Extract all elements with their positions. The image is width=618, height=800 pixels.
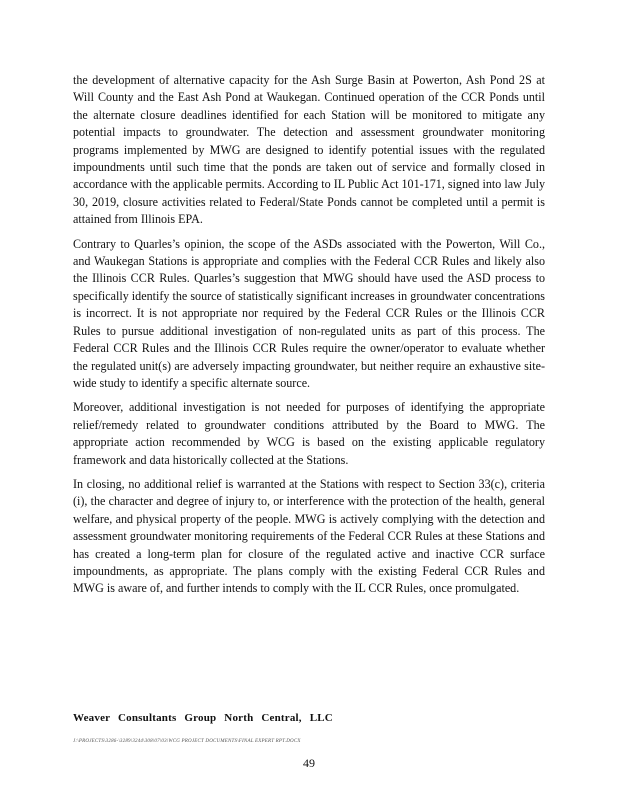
- page-number: 49: [303, 756, 315, 770]
- footer-company-name: Weaver Consultants Group North Central, LLC: [73, 712, 333, 724]
- footer-file-path: J:\PROJECTS\3286-\3289\3244\308\07\03\WCG PROJECT DOCUMENTS\FINAL EXPERT RPT.DOCX: [73, 739, 301, 744]
- paragraph-closing: In closing, no additional relief is warranted at the Stations with respect to Section 33(c), criteria (i), the character and degree of injury to, or interference with the protection of the health, general welfare, and physical property of the people. MWG is actively complying with the detection and assessment groundwater monitoring requirements of the Federal CCR Rules at these Stations and has created a long-term plan for closure of the regulated active and inactive CCR surface impoundments, as appropriate. The plans comply with the existing Federal CCR Rules and MWG is aware of, and further intends to comply with the IL CCR Rules, once promulgated.: [73, 476, 545, 596]
- paragraph-asd-scope: Contrary to Quarles’s opinion, the scope of the ASDs associated with the Powerton, Will Co., and Waukegan Stations is appropriate and complies with the Federal CCR Rules and likely also the Illinois CCR Rules. Quarles’s suggestion that MWG should have used the ASD process to specifically identify the source of statistically significant increases in groundwater concentrations is incorrect. It is not appropriate nor required by the Federal CCR Rules or the Illinois CCR Rules to pursue additional investigation of non-regulated units as part of this process. The Federal CCR Rules and the Illinois CCR Rules require the owner/operator to evaluate whether the regulated unit(s) are adversely impacting groundwater, but neither require an exhaustive site-wide study to identify a specific alternate source.: [73, 236, 545, 390]
- paragraph-additional-investigation: Moreover, additional investigation is not needed for purposes of identifying the appropriate relief/remedy related to groundwater conditions attributed by the Board to MWG. The appropriate action recommended by WCG is based on the existing applicable regulatory framework and data historically collected at the Stations.: [73, 400, 545, 467]
- paragraph-alternative-capacity: the development of alternative capacity for the Ash Surge Basin at Powerton, Ash Pond 2S at Will County and the East Ash Pond at Waukegan. Continued operation of the CCR Ponds until the alternate closure deadlines identified for each Station will be monitored to mitigate any potential impacts to groundwater. The detection and assessment groundwater monitoring programs implemented by MWG are designed to identify potential issues with the regulated impoundments until such time that the ponds are taken out of service and formally closed in accordance with the applicable permits. According to IL Public Act 101-171, signed into law July 30, 2019, closure activities related to Federal/State Ponds cannot be completed until a permit is attained from Illinois EPA.: [73, 73, 545, 227]
- document-body: [73, 72, 545, 605]
